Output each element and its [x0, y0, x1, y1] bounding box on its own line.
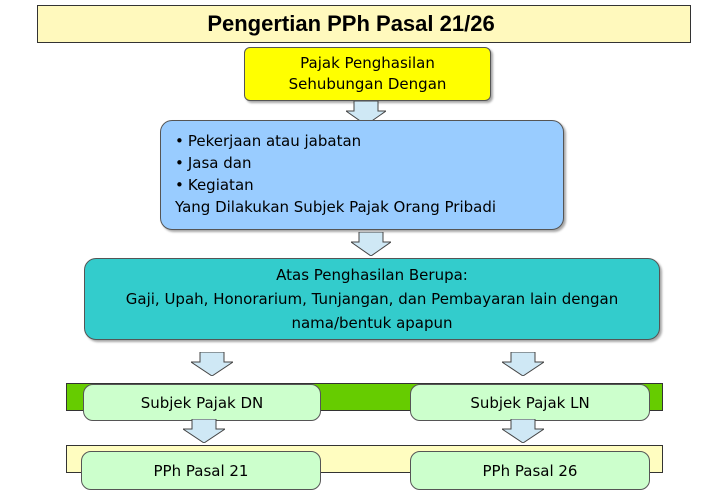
down-arrow-icon [502, 352, 544, 376]
income-tax-box [244, 47, 491, 101]
income-tax-line1: Pajak Penghasilan [300, 54, 435, 72]
activity-item: • Pekerjaan atau jabatan [175, 130, 563, 152]
activities-footer: Yang Dilakukan Subjek Pajak Orang Pribadi [175, 198, 497, 216]
subject-ln-box: Subjek Pajak LN [410, 384, 650, 421]
activity-item: • Jasa dan [175, 152, 563, 174]
pph-26-box: PPh Pasal 26 [410, 451, 650, 490]
income-types-line2: Gaji, Upah, Honorarium, Tunjangan, dan Pembayaran lain dengan [125, 290, 619, 308]
activity-item: • Kegiatan [175, 174, 563, 196]
income-types-line1: Atas Penghasilan Berupa: [276, 266, 468, 284]
income-types-box [84, 258, 660, 340]
subject-dn-box: Subjek Pajak DN [83, 384, 321, 421]
page-title: Pengertian PPh Pasal 21/26 [207, 11, 495, 36]
activities-list [175, 130, 563, 196]
activities-box [160, 120, 564, 230]
down-arrow-icon [351, 232, 391, 256]
down-arrow-icon [502, 419, 544, 443]
pph-21-box: PPh Pasal 21 [81, 451, 321, 490]
down-arrow-icon [183, 419, 225, 443]
income-types-line3: nama/bentuk apapun [291, 314, 453, 332]
down-arrow-icon [191, 352, 233, 376]
income-tax-line2: Sehubungan Dengan [288, 75, 447, 93]
